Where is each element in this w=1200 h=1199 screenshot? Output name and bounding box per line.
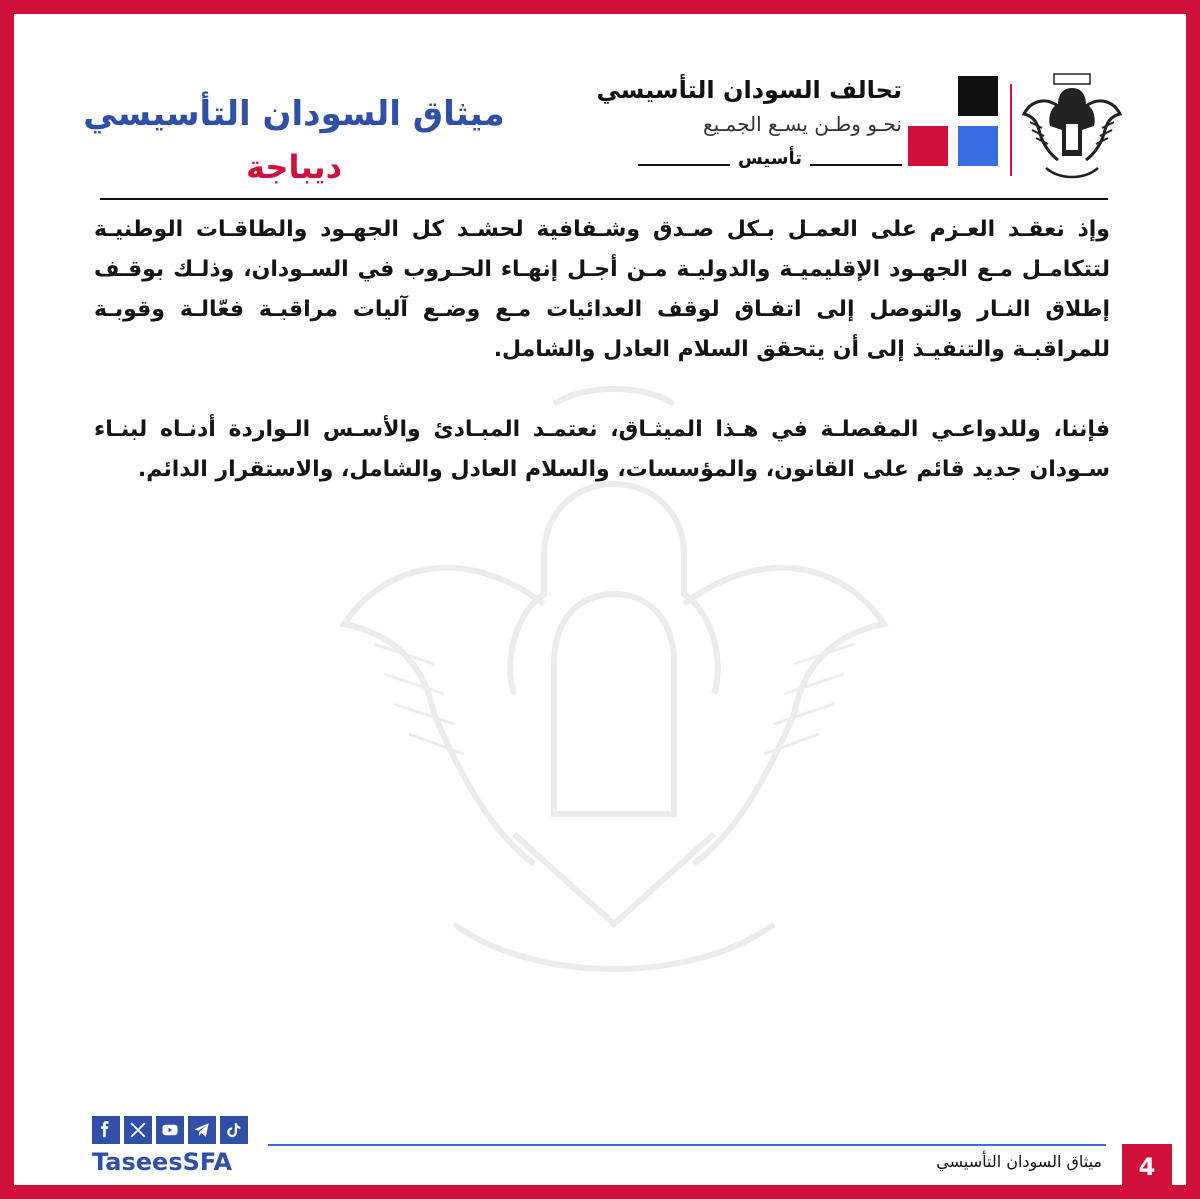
header (14, 14, 1186, 214)
social-icons (92, 1116, 248, 1144)
alliance-title: تحالف السودان التأسيسي (596, 76, 902, 104)
blue-square (958, 126, 998, 166)
footer-title: ميثاق السودان التأسيسي (936, 1152, 1102, 1171)
paragraph-1: وإذ نعقـد العـزم على العمـل بـكل صـدق وشـفافية لحشـد كل الجهـود والطاقـات الوطنيـة لتتكامـل مـع الجهـود الإقليميـة والدوليـة مـن أجـل إنهـاء الحـروب في السـودان، وذلـك بوقـف إطلاق النـار والتوصل إلى اتفـاق لوقف العدائيات مـع وضـع آليات مراقبـة فعّالـة وقوبـة للمراقبـة والتنفيـذ إلى أن يتحقق السلام العادل والشامل. (94, 217, 1110, 362)
footer-divider (268, 1144, 1106, 1146)
alliance-motto: نحـو وطـن يسـع الجمـيع (703, 112, 902, 136)
page (14, 14, 1186, 1185)
section-title: ديباجة (246, 148, 342, 186)
page-number: 4 (1122, 1144, 1172, 1185)
telegram-icon[interactable] (188, 1116, 216, 1144)
brand-line-right (810, 164, 902, 166)
red-square (908, 126, 948, 166)
brand-label: تأسيس (737, 148, 802, 169)
brand-row (638, 148, 902, 169)
sudan-emblem-logo (1022, 72, 1122, 184)
divider-line (1010, 84, 1012, 176)
social-handle: TaseesSFA (92, 1148, 233, 1176)
paragraph-2: فإننا، وللدواعـي المفصلـة في هـذا الميثـاق، نعتمـد المبـادئ والأسـس الـواردة أدنـاه لبنـاء سـودان جديد قائم على القانون، والمؤسسات، والسلام العادل والشامل، والاستقرار الدائم. (94, 417, 1110, 482)
tiktok-icon[interactable] (220, 1116, 248, 1144)
x-icon[interactable] (124, 1116, 152, 1144)
youtube-icon[interactable] (156, 1116, 184, 1144)
page-title: ميثاق السودان التأسيسي (83, 94, 505, 134)
facebook-icon[interactable] (92, 1116, 120, 1144)
header-divider (100, 198, 1108, 200)
document-body (94, 210, 1110, 530)
black-square (958, 76, 998, 116)
brand-line-left (638, 164, 730, 166)
